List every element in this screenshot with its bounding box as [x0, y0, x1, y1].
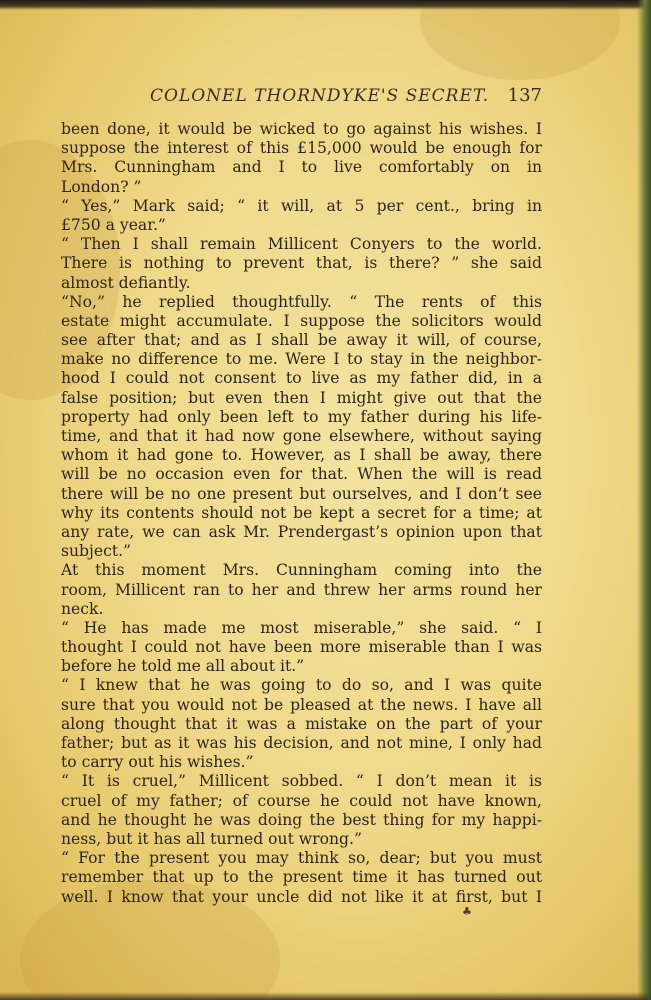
text-line: Mrs. Cunningham and I to live comfortably on in — [61, 158, 542, 177]
page-binding-edge — [637, 0, 651, 1000]
text-line: see after that; and as I shall be away it will, of course, — [61, 331, 542, 350]
text-line: there will be no one present but ourselves, and I don’t see — [61, 484, 542, 503]
text-line: sure that you would not be pleased at the news. I have all — [61, 695, 542, 714]
text-line: “ He has made me most miserable,” she said. “ I — [61, 618, 542, 637]
text-line: thought I could not have been more miserable than I was — [61, 638, 542, 657]
text-line: any rate, we can ask Mr. Prendergast’s opinion upon that — [61, 522, 542, 541]
text-line: suppose the interest of this £15,000 would be enough for — [61, 139, 542, 158]
text-line: subject.” — [61, 542, 132, 561]
paper-stain — [420, 0, 620, 80]
text-line: whom it had gone to. However, as I shall be away, there — [61, 446, 542, 465]
printers-mark-icon: ♣ — [462, 905, 472, 918]
text-line: ness, but it has all turned out wrong.” — [61, 829, 362, 848]
text-line: father; but as it was his decision, and not mine, I only had — [61, 734, 542, 752]
page-top-edge — [0, 0, 651, 10]
text-line: London? ” — [61, 177, 142, 196]
text-line: There is nothing to prevent that, is there? ” she said — [61, 254, 542, 273]
running-title: COLONEL THORNDYKE'S SECRET. — [150, 86, 490, 106]
text-line: estate might accumulate. I suppose the solicitors would — [61, 311, 542, 330]
text-line: “ I knew that he was going to do so, and I was quite — [61, 676, 542, 695]
text-line: will be no occasion even for that. When the will is read — [61, 465, 542, 484]
text-line: before he told me all about it.” — [61, 657, 305, 676]
text-line: been done, it would be wicked to go against his wishes. I — [61, 120, 542, 138]
page-header — [60, 82, 544, 110]
text-line: time, and that it had now gone elsewhere, without saying — [61, 427, 542, 445]
text-line: “ Then I shall remain Millicent Conyers to the world. — [61, 235, 542, 254]
text-line: cruel of my father; of course he could not have known, — [61, 791, 542, 810]
text-line: why its contents should not be kept a secret for a time; at — [61, 503, 542, 522]
body-text — [61, 120, 542, 907]
text-line: neck. — [61, 599, 104, 618]
text-line: almost defiantly. — [61, 273, 191, 292]
text-line: At this moment Mrs. Cunningham coming into the — [61, 561, 542, 580]
text-line: along thought that it was a mistake on the part of your — [61, 714, 542, 733]
text-line: false position; but even then I might give out that the — [61, 388, 542, 407]
text-line: “ For the present you may think so, dear; but you must — [61, 849, 542, 868]
text-line: and he thought he was doing the best thing for my happi- — [61, 810, 542, 829]
text-line: “ It is cruel,” Millicent sobbed. “ I don’t mean it is — [61, 772, 542, 791]
text-line: room, Millicent ran to her and threw her arms round her — [61, 580, 542, 599]
text-line: “ Yes,” Mark said; “ it will, at 5 per cent., bring in — [61, 196, 542, 215]
text-line: remember that up to the present time it has turned out — [61, 868, 542, 887]
text-line: well. I know that your uncle did not like it at first, but I — [61, 887, 542, 906]
text-line: £750 a year.” — [61, 215, 166, 234]
text-line: property had only been left to my father during his life- — [61, 407, 542, 426]
page-number: 137 — [507, 85, 542, 106]
text-line: to carry out his wishes.” — [61, 753, 254, 772]
page-bottom-edge — [0, 992, 651, 1000]
text-line: “No,” he replied thoughtfully. “ The rents of this — [61, 292, 542, 311]
text-line: hood I could not consent to live as my father did, in a — [61, 369, 542, 388]
text-line: make no difference to me. Were I to stay in the neighbor- — [61, 350, 542, 369]
